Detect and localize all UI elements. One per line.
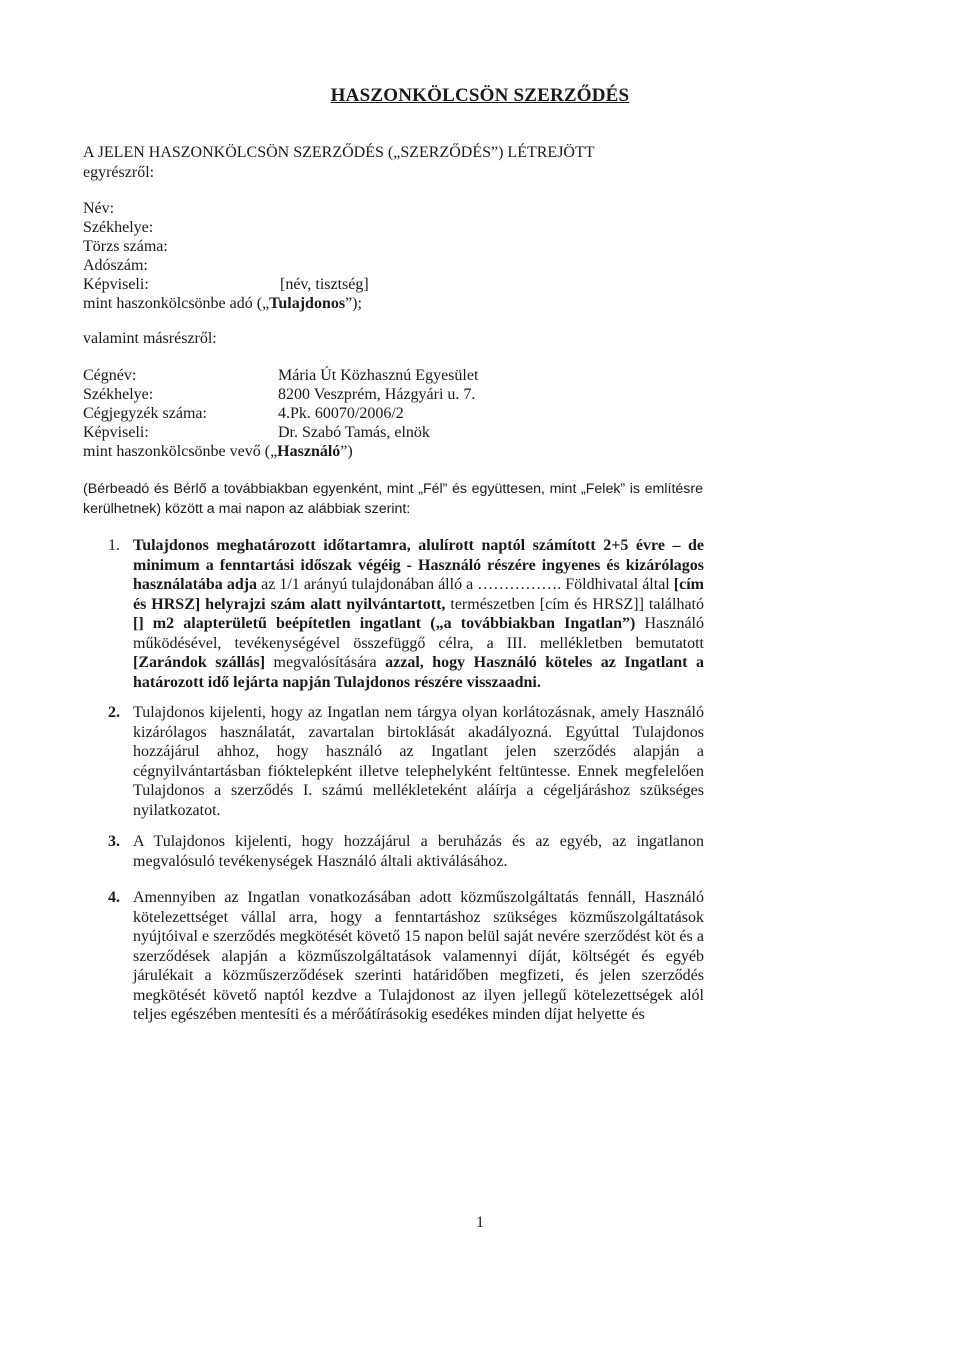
intro-line: egyrészről:	[83, 164, 155, 181]
document-title: HASZONKÖLCSÖN SZERZŐDÉS	[330, 85, 630, 106]
user-reg-row	[83, 404, 404, 423]
user-party-block	[83, 366, 479, 461]
clause-2	[108, 703, 704, 820]
clause-1	[108, 536, 704, 692]
user-rep-row	[83, 423, 430, 442]
field-label: Adószám:	[83, 257, 148, 274]
field-value: [név, tisztség]	[280, 276, 369, 293]
role-text: mint haszonkölcsönbe adó („	[83, 295, 270, 312]
role-text: ”)	[340, 443, 353, 460]
field-label: Cégnév:	[83, 367, 137, 384]
field-value: Mária Út Közhasznú Egyesület	[278, 367, 479, 384]
field-label: Képviseli:	[83, 424, 149, 441]
field-label: Név:	[83, 200, 115, 217]
field-value: 4.Pk. 60070/2006/2	[278, 405, 404, 422]
clause-number: 2.	[108, 704, 120, 721]
clause-span: megvalósítására	[265, 654, 386, 671]
clause-bold-span: Tulajdonos meghatározott időtartamra, alulírott naptól számított 2+5 évre – de minimum a fenntartási időszak végéig - Használó részére ingyenes és kizárólagos használatába adja	[133, 537, 704, 593]
field-label: Törzs száma:	[83, 238, 168, 255]
clause-bold-span: azzal, hogy Használó köteles az Ingatlant a határozott idő lejárta napján Tulajdonos részére visszaadni.	[133, 654, 704, 691]
clause-3	[108, 832, 704, 871]
intro-block	[83, 143, 595, 183]
clause-bold-span: [] m2 alapterületű beépítetlen ingatlant („a továbbiakban Ingatlan”)	[133, 615, 636, 632]
clause-span: Használó működésével, tevékenységével összefüggő célra, a III. mellékletben bemutatott	[133, 615, 704, 652]
owner-seat-row	[83, 218, 362, 237]
clause-number: 4.	[108, 889, 120, 906]
user-company-row	[83, 366, 479, 385]
owner-role-row	[83, 294, 362, 313]
clause-bold-span: [Zarándok szállás]	[133, 654, 266, 671]
field-value: Dr. Szabó Tamás, elnök	[278, 424, 430, 441]
clause-span: az 1/1 arányú tulajdonában álló a ……………. Földhivatal által	[257, 576, 674, 593]
owner-reg-row	[83, 237, 362, 256]
role-text: ”);	[345, 295, 362, 312]
page-number: 1	[476, 1214, 484, 1231]
clause-span: természetben [cím és HRSZ]] található	[445, 595, 704, 613]
clause-number: 1.	[108, 537, 120, 554]
clause-4	[108, 888, 704, 1025]
role-text: mint haszonkölcsönbe vevő („	[83, 443, 278, 460]
role-name: Tulajdonos	[269, 295, 346, 312]
field-label: Képviseli:	[83, 276, 149, 293]
field-value: 8200 Veszprém, Házgyári u. 7.	[278, 386, 476, 403]
also-label: valamint másrészről:	[83, 330, 217, 347]
field-label: Székhelye:	[83, 219, 154, 236]
parties-note: (Bérbeadó és Bérlő a továbbiakban egyenként, mint „Fél” és együttesen, mint „Felek” is említésre kerülhetnek) között a mai napon az alábbiak szerint:	[83, 481, 703, 517]
user-role-row	[83, 442, 353, 461]
user-seat-row	[83, 385, 476, 404]
owner-rep-row	[83, 275, 369, 294]
clause-text: A Tulajdonos kijelenti, hogy hozzájárul a beruházás és az egyéb, az ingatlanon megvalósuló tevékenységek Használó általi aktiválásához.	[133, 833, 704, 870]
intro-line: A JELEN HASZONKÖLCSÖN SZERZŐDÉS („SZERZŐDÉS”) LÉTREJÖTT	[83, 144, 595, 161]
clause-text	[133, 536, 704, 692]
owner-name-row	[83, 199, 362, 218]
clause-text: Amennyiben az Ingatlan vonatkozásában adott közműszolgáltatás fennáll, Használó kötelezettséget vállal arra, hogy a fenntartáshoz szükséges közműszolgáltatások nyújtóival e szerződés megkötését követő 15 napon belül saját nevére szerződést köt és a szerződések alapján a közműszolgáltatások valamennyi díját, költségét és egyéb járulékait a közműszerződések szerinti határidőben megfizeti, és jelen szerződés megkötését követő naptól kezdve a Tulajdonost az ilyen jellegű kötelezettségek alól teljes egészében mentesíti és a mérőátírásokig esedékes minden díjat helyette és	[133, 889, 704, 1023]
owner-tax-row	[83, 256, 362, 275]
role-name: Használó	[277, 443, 341, 460]
field-label: Cégjegyzék száma:	[83, 405, 207, 422]
owner-party-block	[83, 199, 369, 313]
clause-number: 3.	[108, 833, 120, 850]
clause-bold-span: [cím és HRSZ] helyrajzi szám alatt nyilvántartott,	[133, 576, 704, 613]
field-label: Székhelye:	[83, 386, 154, 403]
clause-text: Tulajdonos kijelenti, hogy az Ingatlan nem tárgya olyan korlátozásnak, amely Használó kizárólagos használatát, zavartalan birtoklását akadályozná. Egyúttal Tulajdonos hozzájárul ahhoz, hogy használó az Ingatlant jelen szerződés alapján a cégnyilvántartásban fióktelepként illetve telephelyként feltüntesse. Ennek megfelelően Tulajdonos a szerződés I. számú mellékleteként aláírja a cégeljáráshoz szükséges nyilatkozatot.	[133, 704, 704, 819]
